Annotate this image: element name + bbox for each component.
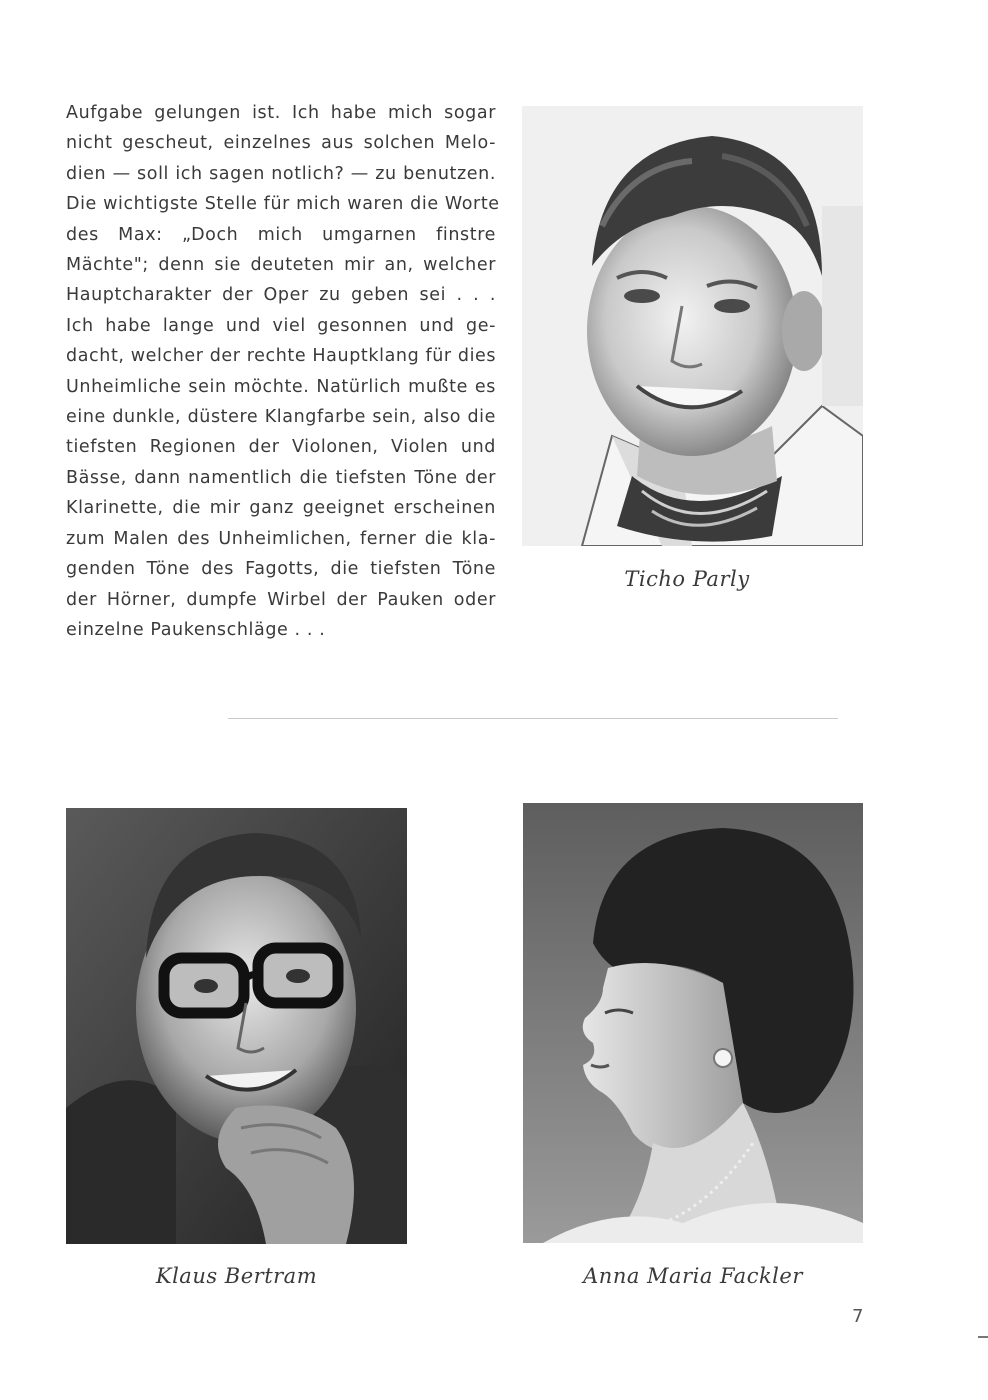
caption-fackler: Anna Maria Fackler xyxy=(583,1264,803,1288)
portrait-bertram-image xyxy=(66,808,407,1244)
caption-parly: Ticho Parly xyxy=(624,567,750,591)
text-line: einzelne Paukenschläge . . . xyxy=(66,619,326,640)
text-line: Klarinette, die mir ganz geeignet erscheinen xyxy=(66,498,496,519)
text-line: Aufgabe gelungen ist. Ich habe mich sogar xyxy=(66,103,496,123)
portrait-parly-image xyxy=(522,106,863,546)
text-line: dacht, welcher der rechte Hauptklang für dies xyxy=(66,346,497,367)
text-line: Unheimliche sein möchte. Natürlich mußte es xyxy=(66,376,496,397)
text-line: nicht gescheut, einzelnes aus solchen Melo- xyxy=(66,133,496,154)
edge-mark xyxy=(978,1336,988,1338)
text-line: Bässe, dann namentlich die tiefsten Töne der xyxy=(66,467,496,488)
text-line: des Max: „Doch mich umgarnen finstre xyxy=(66,224,496,245)
portrait-photo-bertram xyxy=(66,808,407,1244)
text-line: eine dunkle, düstere Klangfarbe sein, also die xyxy=(66,407,496,428)
text-line: der Hörner, dumpfe Wirbel der Pauken oder xyxy=(66,589,496,610)
section-divider xyxy=(228,718,838,719)
text-line: tiefsten Regionen der Violonen, Violen und xyxy=(66,437,496,458)
text-line: zum Malen des Unheimlichen, ferner die kla- xyxy=(66,528,496,549)
caption-bertram: Klaus Bertram xyxy=(155,1264,318,1288)
portrait-photo-fackler xyxy=(523,803,863,1243)
text-line: dien — soll ich sagen notlich? — zu benutzen. xyxy=(66,163,496,184)
page-number: 7 xyxy=(852,1306,864,1327)
text-line: Ich habe lange und viel gesonnen und ge- xyxy=(66,315,496,336)
text-line: Die wichtigste Stelle für mich waren die Worte xyxy=(66,194,500,215)
text-line: Hauptcharakter der Oper zu geben sei . . . xyxy=(66,285,496,306)
text-line: genden Töne des Fagotts, die tiefsten Töne xyxy=(66,559,496,580)
body-text xyxy=(66,98,500,645)
portrait-photo-parly xyxy=(522,106,863,546)
portrait-fackler-image xyxy=(523,803,863,1243)
text-line: Mächte"; denn sie deuteten mir an, welcher xyxy=(66,255,496,276)
